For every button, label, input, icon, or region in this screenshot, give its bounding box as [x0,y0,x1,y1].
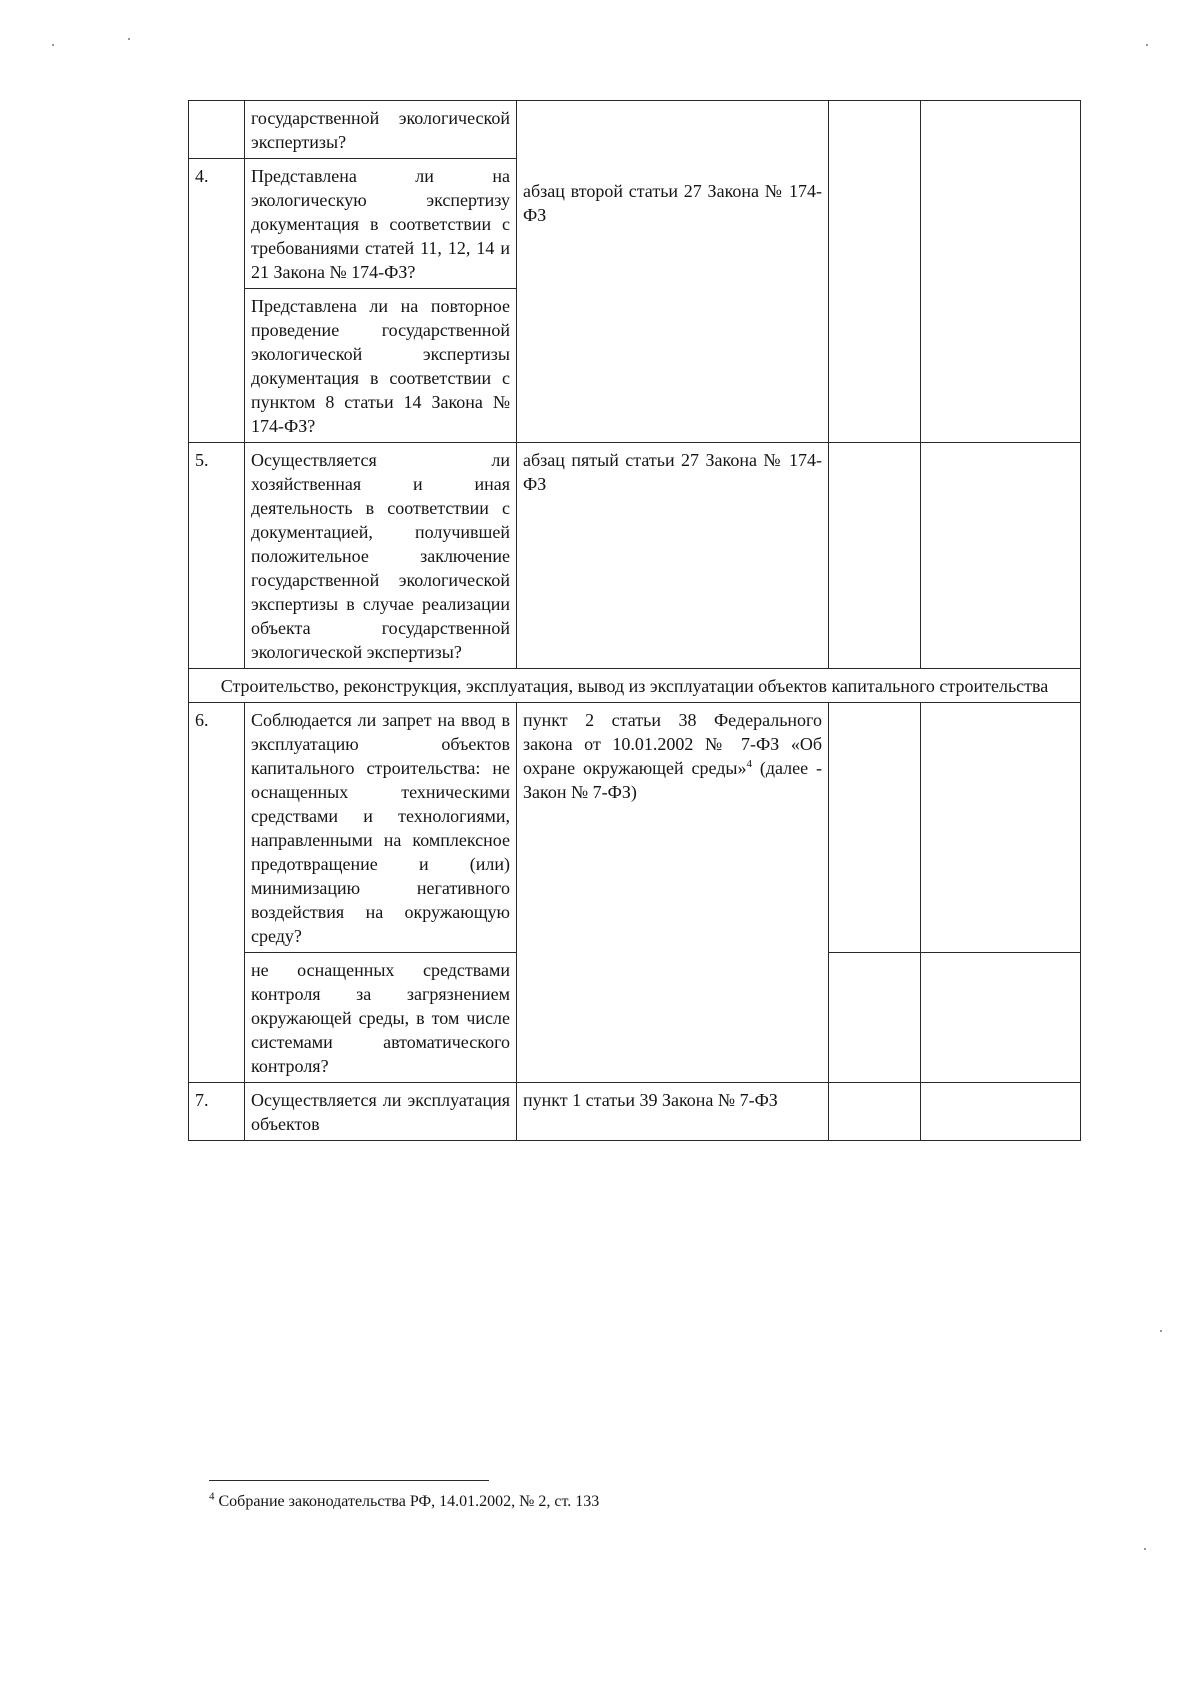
scan-speck [1144,1548,1146,1550]
table-row [189,1083,1081,1141]
footnote-separator [209,1480,489,1481]
table-row [189,703,1081,953]
requirement-question: не оснащенных средствами контроля за загрязнением окружающей среды, в том числе системами автоматического контроля? [245,953,517,1083]
note-cell [921,101,1081,443]
legal-reference [517,703,829,1083]
answer-cell [829,1083,921,1141]
section-row [189,669,1081,703]
answer-cell [829,953,921,1083]
row-number: 5. [189,443,245,669]
footnote-marker: 4 [746,758,753,770]
requirement-question: Осуществляется ли хозяйственная и иная деятельность в соответствии с документацией, получившей положительное заключение государственной экологической экспертизы в случае реализации объекта государственной экологической экспертизы? [245,443,517,669]
requirement-question: Представлена ли на экологическую экспертизу документация в соответствии с требованиями статей 11, 12, 14 и 21 Закона № 174-ФЗ? [245,159,517,289]
scan-speck [52,44,54,46]
note-cell [921,703,1081,953]
scan-speck [1146,44,1148,46]
scan-speck [128,38,130,40]
section-heading: Строительство, реконструкция, эксплуатация, вывод из эксплуатации объектов капитального строительства [189,669,1081,703]
answer-cell [829,101,921,443]
answer-cell [829,703,921,953]
table-row [189,443,1081,669]
reference-text: пункт 2 статьи 38 Федерального закона от 10.01.2002 № 7-ФЗ «Об охране окружающей среды» [523,710,822,778]
footnote [209,1492,1009,1512]
row-number: 7. [189,1083,245,1141]
requirement-question: государственной экологической экспертизы? [245,101,517,159]
note-cell [921,443,1081,669]
table-row [189,101,1081,159]
answer-cell [829,443,921,669]
requirement-question: Соблюдается ли запрет на ввод в эксплуатацию объектов капитального строительства: не оснащенных техническими средствами и технологиями, направленными на комплексное предотвращение и (или) минимизацию негативного воздействия на окружающую среду? [245,703,517,953]
legal-reference: абзац второй статьи 27 Закона № 174-ФЗ [517,101,829,443]
requirement-question: Осуществляется ли эксплуатация объектов [245,1083,517,1141]
scan-speck [1160,1330,1162,1332]
legal-reference: абзац пятый статьи 27 Закона № 174-ФЗ [517,443,829,669]
footnote-marker: 4 [209,1490,215,1503]
note-cell [921,1083,1081,1141]
row-number: 4. [189,159,245,443]
footnote-text: Собрание законодательства РФ, 14.01.2002, № 2, ст. 133 [214,1493,600,1510]
note-cell [921,953,1081,1083]
row-number [189,101,245,159]
checklist-table [188,100,1081,1141]
reference-text-continued: (далее - Закон № 7-ФЗ) [523,758,822,802]
legal-reference: пункт 1 статьи 39 Закона № 7-ФЗ [517,1083,829,1141]
row-number: 6. [189,703,245,1083]
requirement-question: Представлена ли на повторное проведение государственной экологической экспертизы документация в соответствии с пунктом 8 статьи 14 Закона № 174-ФЗ? [245,289,517,443]
